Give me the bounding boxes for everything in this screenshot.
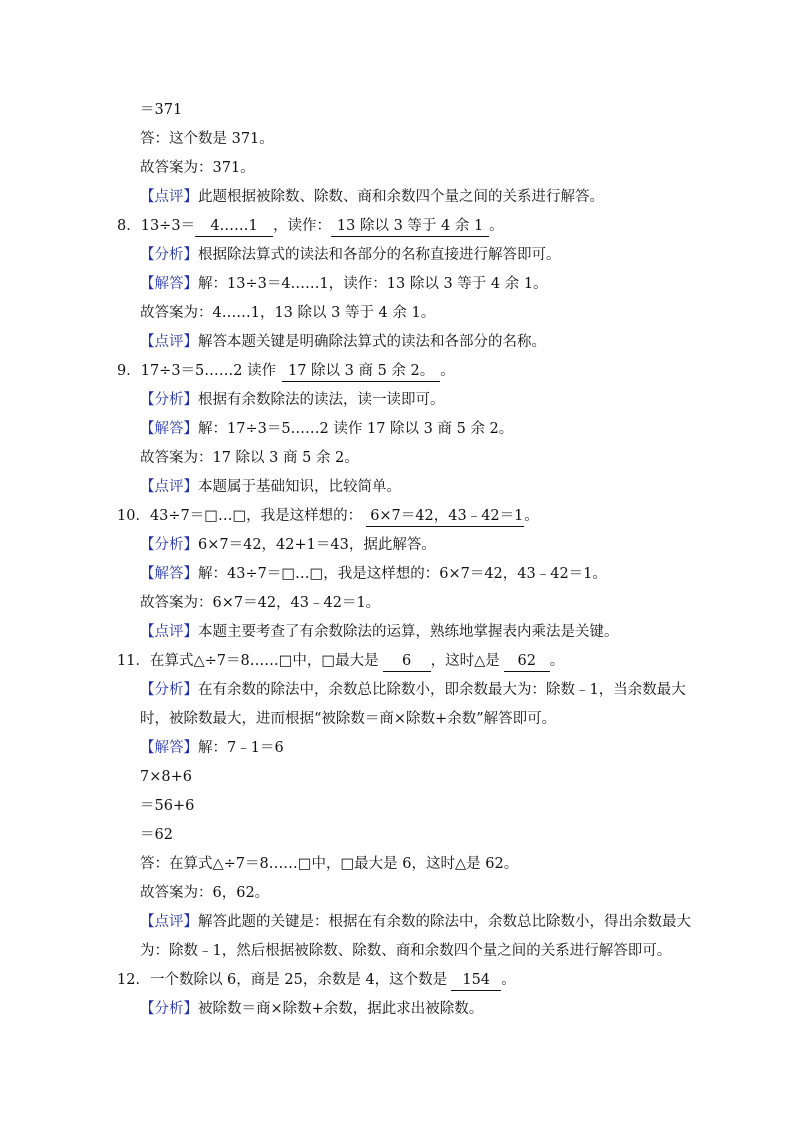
- comment-text: 解答此题的关键是：根据在有余数的除法中，余数总比除数小，得出余数最大: [198, 914, 691, 930]
- q8-final-answer: 故答案为：4……1，13 除以 3 等于 4 余 1。: [140, 305, 436, 321]
- stem-text: 43÷7＝□…□，我是这样想的：: [149, 508, 363, 524]
- q9-solution: [140, 419, 513, 439]
- stem-text: 。: [440, 363, 455, 379]
- q11-calc-line: ＝62: [140, 827, 173, 843]
- comment-text: 本题属于基础知识，比较简单。: [198, 479, 401, 495]
- solution-text: 解：17÷3＝5……2 读作 17 除以 3 商 5 余 2。: [198, 421, 514, 437]
- q9-stem: [117, 361, 455, 382]
- comment-text: 本题主要考查了有余数除法的运算，熟练地掌握表内乘法是关键。: [198, 624, 619, 640]
- answer-blank: 6: [383, 651, 431, 672]
- q8-analysis: [140, 245, 561, 265]
- q9-comment: [140, 477, 401, 497]
- q11-answer: 答：在算式△÷7＝8……□中，□最大是 6，这时△是 62。: [140, 856, 519, 872]
- solution-tag: 【解答】: [140, 566, 198, 582]
- stem-text: ，读作：: [273, 218, 332, 234]
- q11-comment: [140, 912, 691, 932]
- q11-solution: [140, 738, 284, 758]
- q12-analysis: [140, 999, 483, 1019]
- comment-text: 此题根据被除数、除数、商和余数四个量之间的关系进行解答。: [198, 189, 604, 205]
- q10-stem: [117, 506, 539, 527]
- q10-analysis: [140, 535, 436, 555]
- answer-blank: 62: [504, 651, 550, 672]
- comment-tag: 【点评】: [140, 189, 198, 205]
- stem-text: 一个数除以 6，商是 25，余数是 4，这个数是: [149, 972, 448, 988]
- analysis-text: 根据除法算式的读法和各部分的名称直接进行解答即可。: [198, 247, 561, 263]
- analysis-tag: 【分析】: [140, 537, 198, 553]
- comment-tag: 【点评】: [140, 334, 198, 350]
- question-number: 9．: [117, 363, 141, 379]
- stem-text: 17÷3＝5……2 读作: [140, 363, 277, 379]
- question-number: 11．: [117, 653, 150, 669]
- q11-analysis-cont: 时，被除数最大，进而根据“被除数＝商×除数+余数”解答即可。: [140, 711, 557, 727]
- q7-answer: 答：这个数是 371。: [140, 131, 274, 147]
- q10-comment: [140, 622, 619, 642]
- q11-analysis: [140, 680, 686, 700]
- q8-comment: [140, 332, 546, 352]
- question-number: 12．: [117, 972, 150, 988]
- q12-stem: [117, 970, 516, 991]
- solution-text: 解：13÷3＝4……1，读作：13 除以 3 等于 4 余 1。: [198, 276, 548, 292]
- solution-tag: 【解答】: [140, 276, 198, 292]
- stem-text: 。: [524, 508, 539, 524]
- analysis-tag: 【分析】: [140, 682, 198, 698]
- solution-tag: 【解答】: [140, 740, 198, 756]
- q11-stem: [117, 651, 564, 672]
- q11-final-answer: 故答案为：6，62。: [140, 885, 270, 901]
- q11-calc-line: ＝56+6: [140, 798, 195, 814]
- q10-final-answer: 故答案为：6×7＝42，43﹣42＝1。: [140, 595, 381, 611]
- stem-text: 在算式△÷7＝8……□中，□最大是: [149, 653, 379, 669]
- answer-blank: 4……1: [195, 216, 273, 237]
- q7-calc-result: ＝371: [140, 102, 183, 118]
- analysis-text: 在有余数的除法中，余数总比除数小，即余数最大为：除数﹣1，当余数最大: [198, 682, 686, 698]
- comment-tag: 【点评】: [140, 914, 198, 930]
- q9-final-answer: 故答案为：17 除以 3 商 5 余 2。: [140, 450, 359, 466]
- comment-tag: 【点评】: [140, 624, 198, 640]
- stem-text: 13÷3＝: [140, 218, 196, 234]
- comment-text: 解答本题关键是明确除法算式的读法和各部分的名称。: [198, 334, 546, 350]
- analysis-text: 6×7＝42，42+1＝43，据此解答。: [198, 537, 436, 553]
- stem-text: 。: [501, 972, 516, 988]
- question-number: 8．: [117, 218, 141, 234]
- stem-text: 。: [549, 653, 565, 669]
- question-number: 10．: [117, 508, 150, 524]
- answer-blank: 13 除以 3 等于 4 余 1: [331, 216, 489, 237]
- q8-solution: [140, 274, 548, 294]
- q7-final-answer: 故答案为：371。: [140, 160, 255, 176]
- solution-tag: 【解答】: [140, 421, 198, 437]
- q8-stem: [117, 216, 504, 237]
- analysis-text: 根据有余数除法的读法，读一读即可。: [198, 392, 445, 408]
- answer-blank: 154: [451, 970, 501, 991]
- q10-solution: [140, 564, 607, 584]
- solution-text: 解：7﹣1＝6: [198, 740, 284, 756]
- q11-calc-line: 7×8+6: [140, 769, 192, 785]
- analysis-text: 被除数＝商×除数+余数，据此求出被除数。: [198, 1001, 484, 1017]
- solution-text: 解：43÷7＝□…□，我是这样想的：6×7＝42，43﹣42＝1。: [198, 566, 607, 582]
- stem-text: 。: [489, 218, 504, 234]
- q7-comment: [140, 187, 604, 207]
- analysis-tag: 【分析】: [140, 392, 198, 408]
- q11-comment-cont: 为：除数﹣1，然后根据被除数、除数、商和余数四个量之间的关系进行解答即可。: [140, 943, 672, 959]
- answer-blank: 6×7＝42，43﹣42＝1: [366, 506, 524, 527]
- stem-text: ，这时△是: [430, 653, 500, 669]
- answer-blank: 17 除以 3 商 5 余 2。: [282, 361, 440, 382]
- comment-tag: 【点评】: [140, 479, 198, 495]
- q9-analysis: [140, 390, 445, 410]
- analysis-tag: 【分析】: [140, 247, 198, 263]
- analysis-tag: 【分析】: [140, 1001, 198, 1017]
